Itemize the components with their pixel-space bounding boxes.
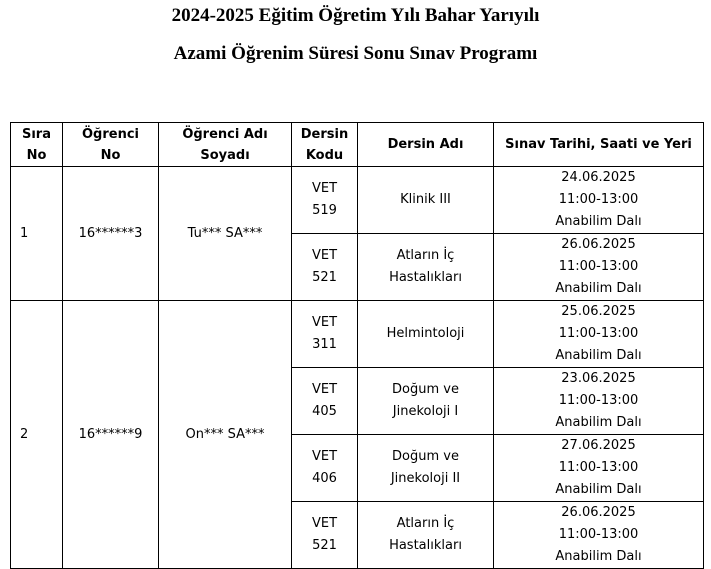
course-code-cell: VET 405 [292, 368, 358, 435]
course-name-cell: Doğum ve Jinekoloji I [358, 368, 494, 435]
exam-schedule-table [10, 122, 704, 569]
student-name-cell: Tu*** SA*** [159, 167, 292, 301]
course-code-cell: VET 519 [292, 167, 358, 234]
header-ogrenci-no: Öğrenci No [63, 123, 159, 167]
student-name-cell: On*** SA*** [159, 301, 292, 569]
page-title-line1: 2024-2025 Eğitim Öğretim Yılı Bahar Yarıyılı [171, 5, 540, 26]
header-ders-adi: Dersin Adı [358, 123, 494, 167]
course-code-cell: VET 521 [292, 502, 358, 569]
header-ad-soyad: Öğrenci Adı Soyadı [159, 123, 292, 167]
exam-info-cell: 26.06.2025 11:00-13:00 Anabilim Dalı [494, 502, 704, 569]
course-name-cell: Atların İç Hastalıkları [358, 502, 494, 569]
course-code-cell: VET 521 [292, 234, 358, 301]
exam-info-cell: 27.06.2025 11:00-13:00 Anabilim Dalı [494, 435, 704, 502]
course-name-cell: Atların İç Hastalıkları [358, 234, 494, 301]
course-code-cell: VET 406 [292, 435, 358, 502]
header-sinav-bilgi: Sınav Tarihi, Saati ve Yeri [494, 123, 704, 167]
header-ders-kodu: Dersin Kodu [292, 123, 358, 167]
table-row [11, 301, 704, 368]
table-row [11, 167, 704, 234]
student-no-cell: 16******3 [63, 167, 159, 301]
course-name-cell: Klinik III [358, 167, 494, 234]
sira-cell: 2 [11, 301, 63, 569]
exam-info-cell: 24.06.2025 11:00-13:00 Anabilim Dalı [494, 167, 704, 234]
sira-cell: 1 [11, 167, 63, 301]
page-title-line2: Azami Öğrenim Süresi Sonu Sınav Programı [173, 43, 538, 64]
course-code-cell: VET 311 [292, 301, 358, 368]
exam-info-cell: 25.06.2025 11:00-13:00 Anabilim Dalı [494, 301, 704, 368]
exam-info-cell: 26.06.2025 11:00-13:00 Anabilim Dalı [494, 234, 704, 301]
course-name-cell: Helmintoloji [358, 301, 494, 368]
exam-info-cell: 23.06.2025 11:00-13:00 Anabilim Dalı [494, 368, 704, 435]
table-header-row [11, 123, 704, 167]
student-no-cell: 16******9 [63, 301, 159, 569]
course-name-cell: Doğum ve Jinekoloji II [358, 435, 494, 502]
header-sira: Sıra No [11, 123, 63, 167]
